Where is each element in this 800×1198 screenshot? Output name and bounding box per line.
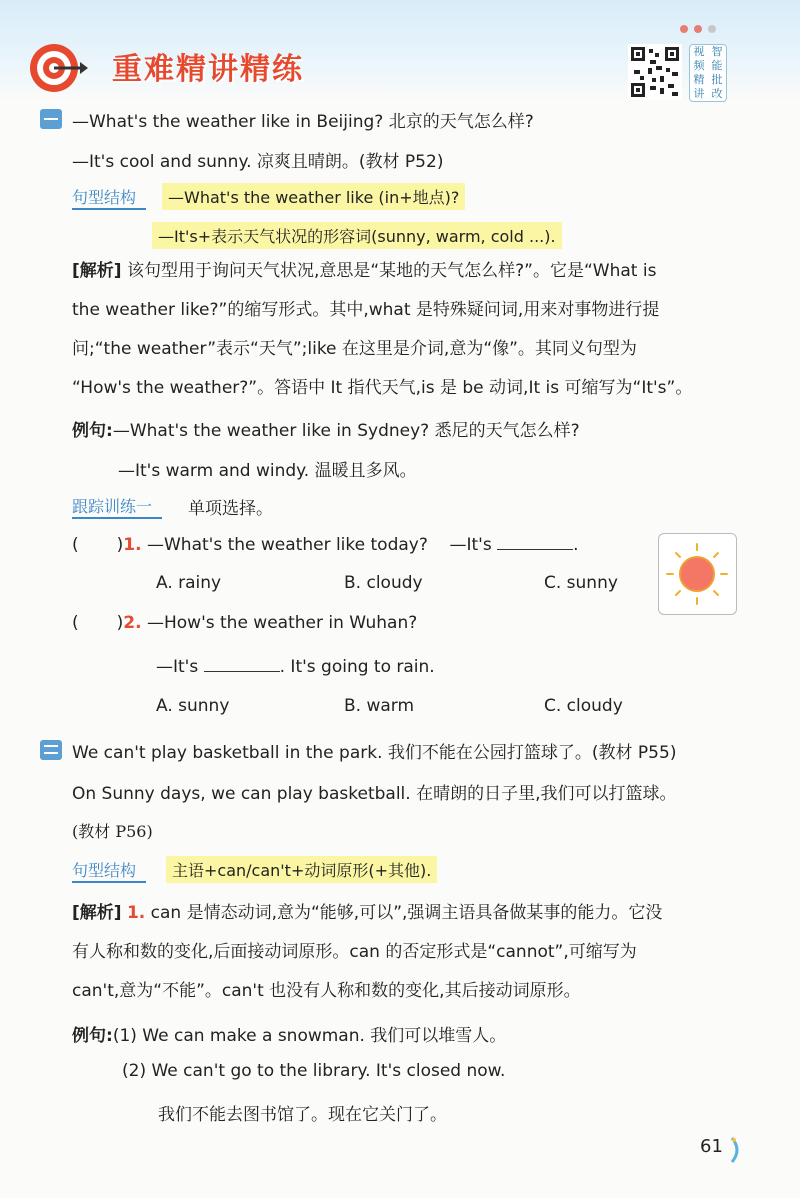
fill-blank[interactable] xyxy=(497,535,573,550)
section1-question: —What's the weather like in Beijing? 北京的天气怎么样? xyxy=(72,112,534,132)
qr-label-char: 讲 xyxy=(693,87,705,100)
option-b[interactable]: B. warm xyxy=(344,696,415,716)
example-line: —It's warm and windy. 温暖且多风。 xyxy=(118,461,417,481)
pattern-line: 主语+can/can't+动词原形(+其他). xyxy=(166,856,437,883)
qr-label-char: 批 xyxy=(711,73,723,86)
question-1: ( )1. —What's the weather like today? —It's . xyxy=(72,535,579,555)
example-line: (2) We can't go to the library. It's closed now. xyxy=(122,1061,506,1081)
analysis-paragraph xyxy=(72,894,740,1011)
pattern-tag: 句型结构 xyxy=(72,858,146,883)
answer-lead: —It's xyxy=(449,535,492,555)
option-a[interactable]: A. rainy xyxy=(156,573,222,593)
analysis-number: 1. xyxy=(126,903,146,923)
analysis-label: [解析] xyxy=(72,903,122,923)
fill-blank[interactable] xyxy=(204,657,280,672)
analysis-line: 有人称和数的变化,后面接动词原形。can 的否定形式是“cannot”,可缩写为 xyxy=(72,942,637,962)
example-label: 例句: xyxy=(72,421,113,441)
example-text: —What's the weather like in Sydney? 悉尼的天气怎么样? xyxy=(112,421,580,441)
question-2: ( )2. —How's the weather in Wuhan? xyxy=(72,613,418,633)
option-c[interactable]: C. sunny xyxy=(544,573,618,593)
section-two-badge xyxy=(40,740,62,760)
section2-sentence: We can't play basketball in the park. 我们不能在公园打篮球了。(教材 P55) xyxy=(72,743,677,763)
section-title: 重难精讲精练 xyxy=(112,52,304,87)
analysis-line: can't,意为“不能”。can't 也没有人称和数的变化,其后接动词原形。 xyxy=(72,981,581,1001)
decorative-dots xyxy=(680,18,722,37)
exercise-tag: 跟踪训练一 xyxy=(72,494,162,519)
qr-label-char: 频 xyxy=(693,59,705,72)
qr-label xyxy=(689,44,727,102)
example-text: (1) We can make a snowman. 我们可以堆雪人。 xyxy=(112,1026,507,1046)
pattern-tag: 句型结构 xyxy=(72,185,146,210)
option-c[interactable]: C. cloudy xyxy=(544,696,623,716)
sun-icon xyxy=(659,534,736,614)
example-translation: 我们不能去图书馆了。现在它关门了。 xyxy=(158,1105,447,1125)
qr-label-char: 智 xyxy=(711,45,723,58)
option-b[interactable]: B. cloudy xyxy=(344,573,423,593)
analysis-paragraph xyxy=(72,252,740,408)
section1-answer: —It's cool and sunny. 凉爽且晴朗。(教材 P52) xyxy=(72,152,444,172)
analysis-line: 问;“the weather”表示“天气”;like 在这里是介词,意为“像”。其同义句型为 xyxy=(72,339,637,359)
page-number: 61 xyxy=(700,1136,723,1157)
qr-code-icon[interactable] xyxy=(628,44,682,100)
target-icon xyxy=(28,38,88,98)
qr-label-char: 能 xyxy=(711,59,723,72)
analysis-line: the weather like?”的缩写形式。其中,what 是特殊疑问词,用来对事物进行提 xyxy=(72,300,660,320)
example-line xyxy=(72,1021,506,1046)
pattern-line: —It's+表示天气状况的形容词(sunny, warm, cold ...). xyxy=(152,222,562,249)
section2-sentence: On Sunny days, we can play basketball. 在晴朗的日子里,我们可以打篮球。 xyxy=(72,784,677,804)
analysis-line: can 是情态动词,意为“能够,可以”,强调主语具备做某事的能力。它没 xyxy=(150,903,663,923)
qr-label-char: 精 xyxy=(693,73,705,86)
question-2-answer xyxy=(156,657,435,677)
header-band xyxy=(0,0,800,100)
section-one-badge xyxy=(40,109,62,129)
section2-source: (教材 P56) xyxy=(72,822,153,841)
analysis-line: 该句型用于询问天气状况,意思是“某地的天气怎么样?”。它是“What is xyxy=(126,261,657,281)
answer-lead: —It's xyxy=(156,657,199,677)
sun-picture xyxy=(658,533,737,615)
qr-label-char: 视 xyxy=(693,45,705,58)
question-text: —How's the weather in Wuhan? xyxy=(146,613,418,633)
exercise-instruction: 单项选择。 xyxy=(188,499,273,519)
answer-tail: . It's going to rain. xyxy=(279,657,435,677)
analysis-label: [解析] xyxy=(72,261,122,281)
example-line xyxy=(72,416,580,441)
example-label: 例句: xyxy=(72,1026,113,1046)
question-text: —What's the weather like today? xyxy=(146,535,428,555)
question-number: 1. xyxy=(123,535,142,555)
question-number: 2. xyxy=(123,613,142,633)
pattern-line: —What's the weather like (in+地点)? xyxy=(162,183,465,210)
option-a[interactable]: A. sunny xyxy=(156,696,230,716)
qr-label-char: 改 xyxy=(711,87,723,100)
analysis-line: “How's the weather?”。答语中 It 指代天气,is 是 be 动词,It is 可缩写为“It's”。 xyxy=(72,378,693,398)
